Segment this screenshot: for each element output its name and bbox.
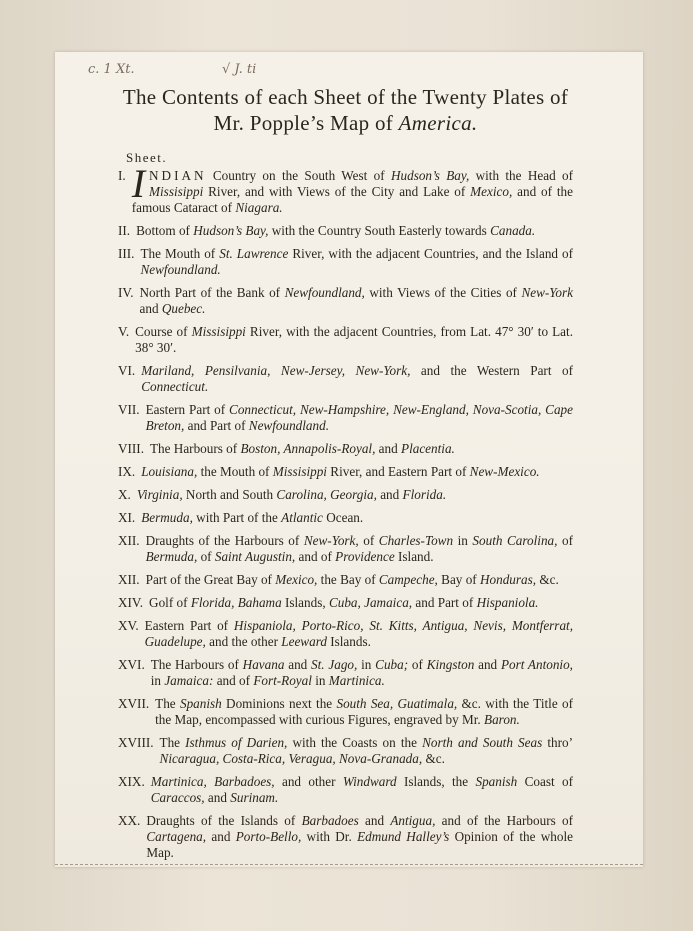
title-line-2-italic: America. (398, 111, 478, 135)
italic-text: Fort-Royal (253, 673, 312, 688)
italic-text: New-York (521, 285, 573, 300)
italic-text: Hispaniola, Porto-Rico, St. Kitts, Antigua, Nevis, Montferrat, Guadelupe, (144, 618, 573, 649)
italic-text: Mexico, (470, 184, 513, 199)
list-item (118, 735, 573, 767)
sheet-description (137, 487, 573, 503)
italic-text: Charles-Town (378, 533, 454, 548)
italic-text: Honduras, (479, 572, 537, 587)
sheet-description (131, 161, 574, 216)
italic-text: North and South Seas (422, 735, 543, 750)
pencil-annotation-middle: √ J. ti (222, 62, 257, 77)
italic-text: Missisippi (191, 324, 246, 339)
italic-text: Caraccos, (150, 790, 205, 805)
sheet-description (135, 324, 573, 356)
italic-text: Placentia. (401, 441, 455, 456)
italic-text: Surinam. (230, 790, 279, 805)
sheet-number: XV. (118, 618, 139, 633)
roman-text: The Mouth of (140, 246, 220, 261)
title-line-1: The Contents of each Sheet of the Twenty Plates of (122, 85, 569, 109)
italic-text: Windward (342, 774, 397, 789)
roman-text: Islands. (326, 634, 371, 649)
list-item (118, 533, 573, 565)
sheet-description (140, 246, 573, 278)
italic-text: Havana (242, 657, 285, 672)
roman-text: of (408, 657, 427, 672)
roman-text: and (139, 301, 162, 316)
roman-text: The Harbours of (150, 657, 243, 672)
italic-text: Martinica. (328, 673, 385, 688)
roman-text: in (150, 673, 165, 688)
italic-text: Newfoundland. (248, 418, 330, 433)
title-line-2 (118, 110, 573, 136)
italic-text: Port Antonio, (500, 657, 573, 672)
sheet-number: IX. (118, 464, 136, 479)
sheet-number: III. (118, 246, 135, 261)
sheet-number: VII. (118, 402, 140, 417)
italic-text: Atlantic (281, 510, 323, 525)
sheet-description (146, 572, 573, 588)
italic-text: Saint Augustin, (214, 549, 296, 564)
roman-text: Eastern Part of (144, 618, 234, 633)
list-item (118, 572, 573, 588)
sheet-description (149, 595, 573, 611)
roman-text: and of the famous Cataract of (131, 184, 574, 215)
roman-text: Course of (135, 324, 192, 339)
italic-text: Porto-Bello, (235, 829, 302, 844)
sheet-number: X. (118, 487, 131, 502)
italic-text: New-York, (303, 533, 359, 548)
sheet-description (136, 223, 573, 239)
italic-text: Cuba, Jamaica, (328, 595, 413, 610)
roman-text: in (311, 673, 329, 688)
roman-text: and the other (205, 634, 282, 649)
sheet-description (151, 657, 573, 689)
italic-text: Jamaica: (164, 673, 214, 688)
italic-text: Spanish (475, 774, 518, 789)
sheet-number: XX. (118, 813, 141, 828)
roman-text: with the Head of (469, 168, 573, 183)
italic-text: Martinica, Barbadoes, (150, 774, 275, 789)
roman-text: Draughts of the Harbours of (145, 533, 304, 548)
roman-text: &c. with the Title of the Map, encompassed with curious Figures, engraved by Mr. (155, 696, 573, 727)
italic-text: Barbadoes (301, 813, 359, 828)
italic-text: Hudson’s Bay, (193, 223, 269, 238)
roman-text: with Part of the (192, 510, 282, 525)
list-item (118, 402, 573, 434)
sheet-number: XI. (118, 510, 136, 525)
roman-text: The (159, 735, 186, 750)
roman-text: and (375, 441, 402, 456)
roman-text: Golf of (149, 595, 191, 610)
roman-text: of (557, 533, 573, 548)
italic-text: Mariland, Pensilvania, New-Jersey, New-York, (141, 363, 411, 378)
italic-text: Missisippi (149, 184, 204, 199)
italic-text: Niagara. (235, 200, 283, 215)
italic-text: Spanish (179, 696, 222, 711)
roman-text: and (358, 813, 391, 828)
list-item (118, 510, 573, 526)
italic-text: Cuba; (375, 657, 409, 672)
roman-text: North Part of the Bank of (139, 285, 285, 300)
italic-text: Mexico, (275, 572, 318, 587)
italic-text: St. Lawrence (219, 246, 289, 261)
italic-text: St. Jago, (311, 657, 358, 672)
sheet-number: XVI. (118, 657, 145, 672)
roman-text: Dominions next the (221, 696, 337, 711)
drop-cap: I (131, 161, 146, 206)
sheet-description (160, 735, 573, 767)
roman-text: The Harbours of (150, 441, 241, 456)
roman-text: Island. (394, 549, 434, 564)
roman-text: Ocean. (322, 510, 364, 525)
sheet-description (141, 510, 573, 526)
sheet-number: VI. (118, 363, 136, 378)
italic-text: Boston, Annapolis-Royal, (240, 441, 376, 456)
roman-text: and (206, 829, 236, 844)
italic-text: Canada. (490, 223, 536, 238)
sheet-description (146, 402, 573, 434)
list-item (118, 324, 573, 356)
roman-text: and (376, 487, 403, 502)
title-line-2-roman: Mr. Popple’s Map of (213, 111, 399, 135)
roman-text: River, with the adjacent Countries, and the Island of (288, 246, 574, 261)
roman-text: and of (213, 673, 254, 688)
italic-text: Quebec. (161, 301, 206, 316)
roman-text: and (284, 657, 312, 672)
italic-text: Nicaragua, Costa-Rica, Veragua, Nova-Granada, (159, 751, 423, 766)
italic-text: Newfoundland. (140, 262, 221, 277)
roman-text: and Part of (412, 595, 477, 610)
roman-text: thro’ (542, 735, 573, 750)
roman-text: Country on the South West of (206, 168, 391, 183)
roman-text: the Bay of (317, 572, 379, 587)
roman-text: Islands, the (396, 774, 476, 789)
roman-text: with Dr. (301, 829, 358, 844)
roman-text: of (358, 533, 379, 548)
list-item (118, 464, 573, 480)
italic-text: Edmund Halley’s (357, 829, 450, 844)
roman-text: &c. (536, 572, 559, 587)
roman-text: Part of the Great Bay of (145, 572, 276, 587)
sheet-description (151, 774, 573, 806)
list-item (118, 657, 573, 689)
sheet-description (141, 363, 573, 395)
sheet-description (150, 441, 573, 457)
sheet-description (141, 464, 573, 480)
roman-text: in (357, 657, 376, 672)
italic-text: Kingston (426, 657, 475, 672)
roman-text: the Mouth of (197, 464, 273, 479)
italic-text: Providence (335, 549, 395, 564)
list-item (118, 246, 573, 278)
roman-text: River, with the adjacent Countries, from Lat. 47° 30′ to Lat. 38° 30′. (135, 324, 573, 355)
roman-text: with the Country South Easterly towards (268, 223, 491, 238)
sheet-number: VIII. (118, 441, 144, 456)
sheet-description (146, 533, 573, 565)
italic-text: Antigua, (390, 813, 436, 828)
roman-text: and of (295, 549, 336, 564)
sheet-number: XIX. (118, 774, 145, 789)
italic-text: Campeche, (378, 572, 438, 587)
sheet-description (155, 696, 573, 728)
list-item (118, 618, 573, 650)
roman-text: Bay of (437, 572, 480, 587)
italic-text: Hispaniola. (476, 595, 539, 610)
list-item (118, 161, 574, 216)
italic-text: Baron. (484, 712, 520, 727)
italic-text: Florida. (402, 487, 447, 502)
list-item (118, 696, 573, 728)
roman-text: and Part of (184, 418, 249, 433)
italic-text: South Sea, Guatimala, (336, 696, 458, 711)
list-item (118, 487, 573, 503)
pencil-annotation-left: c. 1 Xt. (88, 62, 135, 77)
sheet-number: V. (118, 324, 130, 339)
roman-text: Coast of (517, 774, 573, 789)
list-item (118, 595, 573, 611)
list-item (118, 285, 573, 317)
roman-text: and other (274, 774, 343, 789)
list-item (118, 223, 573, 239)
document-title (118, 84, 573, 136)
roman-text: with Views of the Cities of (364, 285, 522, 300)
italic-text: Florida, Bahama (190, 595, 282, 610)
roman-text: in (453, 533, 473, 548)
sheet-column-heading: Sheet. (126, 150, 168, 165)
sheet-number: XIV. (118, 595, 144, 610)
roman-text: and (204, 790, 231, 805)
roman-text: and (474, 657, 501, 672)
sheet-number: I. (118, 168, 126, 183)
list-item (118, 774, 573, 806)
italic-text: Connecticut, New-Hampshire, New-England, Nova-Scotia, Cape Breton, (145, 402, 574, 433)
italic-text: South Carolina, (472, 533, 558, 548)
sheet-description (146, 813, 573, 861)
roman-text: and of the Harbours of (435, 813, 573, 828)
roman-text: River, and with Views of the City and Lake of (203, 184, 471, 199)
roman-text: of (197, 549, 215, 564)
list-item (118, 813, 573, 861)
italic-text: Hudson’s Bay, (391, 168, 470, 183)
roman-text: and the Western Part of (410, 363, 573, 378)
italic-text: Louisiana, (141, 464, 198, 479)
roman-text: &c. (422, 751, 445, 766)
sheet-description (145, 618, 573, 650)
roman-text: Bottom of (136, 223, 194, 238)
italic-text: New-Mexico. (469, 464, 540, 479)
sheet-number: XII. (118, 572, 140, 587)
roman-text: Draughts of the Islands of (146, 813, 302, 828)
sheet-number: IV. (118, 285, 134, 300)
italic-text: Missisippi (272, 464, 327, 479)
roman-text: with the Coasts on the (287, 735, 423, 750)
entries-list (118, 161, 574, 861)
roman-text: Islands, (281, 595, 329, 610)
roman-text: Opinion of the whole Map. (146, 829, 573, 860)
roman-text: River, and Eastern Part of (326, 464, 470, 479)
contents-document (118, 84, 573, 868)
sheet-number: XVII. (118, 696, 150, 711)
italic-text: Bermuda, (145, 549, 198, 564)
italic-text: Cartagena, (146, 829, 207, 844)
sheet-number: XII. (118, 533, 140, 548)
italic-text: Newfoundland, (284, 285, 365, 300)
italic-text: Isthmus of Darien, (185, 735, 288, 750)
italic-text: Bermuda, (141, 510, 193, 525)
roman-text: The (155, 696, 180, 711)
sheet-number: XVIII. (118, 735, 154, 750)
italic-text: Virginia, (136, 487, 183, 502)
list-item (118, 363, 573, 395)
roman-text: Eastern Part of (145, 402, 230, 417)
sheet-description (140, 285, 573, 317)
list-item (118, 441, 573, 457)
sheet-number: II. (118, 223, 131, 238)
roman-text: North and South (182, 487, 277, 502)
italic-text: Carolina, Georgia, (276, 487, 377, 502)
italic-text: Connecticut. (141, 379, 209, 394)
first-word: NDIAN (149, 168, 207, 183)
italic-text: Leeward (281, 634, 327, 649)
